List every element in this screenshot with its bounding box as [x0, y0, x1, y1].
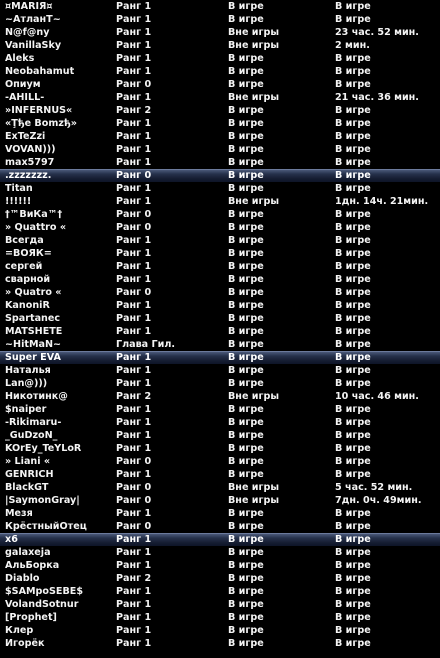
member-last-activity: 7дн. 0ч. 49мин. [335, 495, 422, 506]
member-name: » Quattro « [5, 222, 67, 233]
member-status: В игре [228, 339, 264, 350]
member-last-activity: В игре [335, 105, 371, 116]
member-last-activity: В игре [335, 144, 371, 155]
member-last-activity: В игре [335, 404, 371, 415]
member-status: В игре [228, 261, 264, 272]
member-rank: Ранг 1 [116, 235, 152, 246]
roster-row[interactable] [0, 338, 440, 351]
member-rank: Ранг 1 [116, 326, 152, 337]
member-name: Aleks [5, 53, 35, 64]
roster-row[interactable] [0, 455, 440, 468]
member-status: В игре [228, 300, 264, 311]
roster-row[interactable] [0, 377, 440, 390]
member-status: Вне игры [228, 27, 280, 38]
member-status: В игре [228, 274, 264, 285]
member-rank: Ранг 1 [116, 248, 152, 259]
member-status: В игре [228, 586, 264, 597]
member-status: В игре [228, 183, 264, 194]
member-last-activity: В игре [335, 612, 371, 623]
roster-row[interactable] [0, 507, 440, 520]
member-last-activity: В игре [335, 287, 371, 298]
member-last-activity: В игре [335, 456, 371, 467]
member-status: В игре [228, 469, 264, 480]
member-rank: Ранг 1 [116, 508, 152, 519]
member-rank: Ранг 1 [116, 144, 152, 155]
member-status: В игре [228, 53, 264, 64]
member-rank: Ранг 1 [116, 300, 152, 311]
member-rank: Ранг 1 [116, 443, 152, 454]
member-name: » Quatro « [5, 287, 62, 298]
member-last-activity: В игре [335, 131, 371, 142]
member-rank: Ранг 1 [116, 261, 152, 272]
member-status: В игре [228, 430, 264, 441]
member-last-activity: 1дн. 14ч. 21мин. [335, 196, 429, 207]
member-name: Titan [5, 183, 33, 194]
member-rank: Ранг 1 [116, 404, 152, 415]
member-rank: Ранг 1 [116, 196, 152, 207]
roster-row[interactable] [0, 429, 440, 442]
roster-row[interactable] [0, 364, 440, 377]
roster-row-selected[interactable] [0, 351, 440, 364]
roster-row[interactable] [0, 39, 440, 52]
member-name: VOVAN))) [5, 144, 56, 155]
member-last-activity: В игре [335, 183, 371, 194]
member-status: В игре [228, 638, 264, 649]
roster-row[interactable] [0, 468, 440, 481]
member-name: КрёстныйОтец [5, 521, 87, 532]
member-status: Вне игры [228, 92, 280, 103]
roster-row-selected[interactable] [0, 533, 440, 546]
roster-row[interactable] [0, 637, 440, 650]
member-rank: Ранг 0 [116, 456, 152, 467]
member-status: В игре [228, 560, 264, 571]
member-rank: Ранг 0 [116, 287, 152, 298]
member-status: В игре [228, 508, 264, 519]
member-rank: Ранг 1 [116, 313, 152, 324]
member-status: В игре [228, 79, 264, 90]
roster-row[interactable] [0, 104, 440, 117]
roster-row[interactable] [0, 143, 440, 156]
member-name: |SaymonGray| [5, 495, 80, 506]
member-name: $SAMpoSEBE$ [5, 586, 84, 597]
member-name: Lan@))) [5, 378, 48, 389]
roster-row[interactable] [0, 52, 440, 65]
member-rank: Ранг 1 [116, 92, 152, 103]
member-name: Super EVA [5, 352, 61, 363]
member-name: Diablo [5, 573, 40, 584]
roster-row[interactable] [0, 546, 440, 559]
member-rank: Ранг 1 [116, 612, 152, 623]
member-last-activity: В игре [335, 586, 371, 597]
member-name: Никотинк@ [5, 391, 68, 402]
member-name: VolandSotnur [5, 599, 79, 610]
member-status: В игре [228, 612, 264, 623]
member-status: Вне игры [228, 391, 280, 402]
member-last-activity: В игре [335, 313, 371, 324]
member-last-activity: В игре [335, 170, 371, 181]
member-last-activity: В игре [335, 508, 371, 519]
roster-row[interactable] [0, 234, 440, 247]
member-name: -Rikimaru- [5, 417, 62, 428]
member-name: ~HitMaN~ [5, 339, 62, 350]
member-last-activity: В игре [335, 573, 371, 584]
member-rank: Ранг 2 [116, 105, 152, 116]
member-name: ExTeZzi [5, 131, 46, 142]
member-last-activity: В игре [335, 534, 371, 545]
member-name: KOrEy_TeYLoR [5, 443, 82, 454]
member-last-activity: В игре [335, 300, 371, 311]
member-last-activity: В игре [335, 365, 371, 376]
member-last-activity: В игре [335, 222, 371, 233]
member-last-activity: В игре [335, 638, 371, 649]
member-last-activity: В игре [335, 339, 371, 350]
member-status: В игре [228, 352, 264, 363]
roster-row[interactable] [0, 624, 440, 637]
member-status: Вне игры [228, 40, 280, 51]
member-last-activity: В игре [335, 79, 371, 90]
roster-row[interactable] [0, 273, 440, 286]
member-rank: Ранг 1 [116, 183, 152, 194]
member-status: В игре [228, 456, 264, 467]
member-last-activity: В игре [335, 1, 371, 12]
member-status: В игре [228, 14, 264, 25]
roster-row[interactable] [0, 299, 440, 312]
roster-row[interactable] [0, 494, 440, 507]
member-name: Всегда [5, 235, 44, 246]
member-rank: Ранг 1 [116, 417, 152, 428]
member-name: .zzzzzzz. [5, 170, 52, 181]
member-name: АльБорка [5, 560, 60, 571]
member-rank: Ранг 1 [116, 131, 152, 142]
member-name: BlackGT [5, 482, 49, 493]
roster-row-selected[interactable] [0, 169, 440, 182]
member-name: » Liani « [5, 456, 51, 467]
member-name: »INFERNUS« [5, 105, 73, 116]
roster-row[interactable] [0, 65, 440, 78]
roster-row[interactable] [0, 78, 440, 91]
member-rank: Ранг 1 [116, 1, 152, 12]
roster-row[interactable] [0, 260, 440, 273]
member-last-activity: В игре [335, 326, 371, 337]
roster-row[interactable] [0, 520, 440, 533]
member-name: Мезя [5, 508, 33, 519]
roster-row[interactable] [0, 325, 440, 338]
member-name: ~АтланТ~ [5, 14, 61, 25]
member-rank: Ранг 1 [116, 352, 152, 363]
member-last-activity: В игре [335, 625, 371, 636]
member-rank: Ранг 1 [116, 274, 152, 285]
roster-row[interactable] [0, 585, 440, 598]
member-name: «Ţђe Bomzђ» [5, 118, 77, 129]
roster-row[interactable] [0, 312, 440, 325]
member-name: -AHILL- [5, 92, 45, 103]
roster-row[interactable] [0, 26, 440, 39]
member-last-activity: 23 час. 52 мин. [335, 27, 419, 38]
member-rank: Ранг 0 [116, 79, 152, 90]
member-status: Вне игры [228, 482, 280, 493]
member-last-activity: 5 час. 52 мин. [335, 482, 413, 493]
member-status: В игре [228, 66, 264, 77]
member-status: В игре [228, 144, 264, 155]
member-last-activity: В игре [335, 430, 371, 441]
member-status: В игре [228, 287, 264, 298]
member-name: _GuDzoN_ [5, 430, 58, 441]
member-rank: Глава Гил. [116, 339, 176, 350]
member-rank: Ранг 0 [116, 482, 152, 493]
member-status: В игре [228, 131, 264, 142]
roster-row[interactable] [0, 117, 440, 130]
roster-row[interactable] [0, 195, 440, 208]
member-last-activity: В игре [335, 248, 371, 259]
member-status: В игре [228, 417, 264, 428]
member-name: Наталья [5, 365, 51, 376]
member-rank: Ранг 1 [116, 469, 152, 480]
member-last-activity: 2 мин. [335, 40, 370, 51]
roster-row[interactable] [0, 156, 440, 169]
roster-row[interactable] [0, 286, 440, 299]
member-rank: Ранг 0 [116, 170, 152, 181]
member-last-activity: В игре [335, 599, 371, 610]
member-name: Игорёк [5, 638, 45, 649]
roster-row[interactable] [0, 611, 440, 624]
member-name: Клер [5, 625, 34, 636]
member-last-activity: В игре [335, 66, 371, 77]
member-name: galaxeja [5, 547, 51, 558]
member-status: В игре [228, 209, 264, 220]
member-status: В игре [228, 547, 264, 558]
member-rank: Ранг 0 [116, 521, 152, 532]
roster-row[interactable] [0, 0, 440, 13]
member-rank: Ранг 0 [116, 222, 152, 233]
roster-row[interactable] [0, 598, 440, 611]
member-name: Neobahamut [5, 66, 75, 77]
member-status: В игре [228, 222, 264, 233]
member-status: В игре [228, 157, 264, 168]
member-status: В игре [228, 378, 264, 389]
roster-row[interactable] [0, 182, 440, 195]
member-rank: Ранг 2 [116, 391, 152, 402]
member-rank: Ранг 1 [116, 40, 152, 51]
member-rank: Ранг 0 [116, 209, 152, 220]
roster-row[interactable] [0, 481, 440, 494]
member-status: В игре [228, 443, 264, 454]
roster-row[interactable] [0, 559, 440, 572]
member-last-activity: В игре [335, 53, 371, 64]
roster-row[interactable] [0, 442, 440, 455]
member-last-activity: В игре [335, 157, 371, 168]
member-status: В игре [228, 573, 264, 584]
member-name: $naiper [5, 404, 47, 415]
member-name: GENRICH [5, 469, 54, 480]
member-status: В игре [228, 534, 264, 545]
member-name: =ВОЯК= [5, 248, 52, 259]
member-rank: Ранг 0 [116, 495, 152, 506]
member-name: сварной [5, 274, 51, 285]
member-status: В игре [228, 313, 264, 324]
member-rank: Ранг 1 [116, 378, 152, 389]
member-name: VanillaSky [5, 40, 62, 51]
roster-row[interactable] [0, 208, 440, 221]
member-rank: Ранг 1 [116, 53, 152, 64]
member-last-activity: В игре [335, 443, 371, 454]
roster-row[interactable] [0, 390, 440, 403]
member-status: В игре [228, 625, 264, 636]
member-last-activity: В игре [335, 274, 371, 285]
member-status: В игре [228, 599, 264, 610]
roster-row[interactable] [0, 91, 440, 104]
member-last-activity: В игре [335, 209, 371, 220]
member-rank: Ранг 2 [116, 573, 152, 584]
member-rank: Ранг 1 [116, 157, 152, 168]
member-name: Spartanec [5, 313, 61, 324]
member-name: max5797 [5, 157, 55, 168]
member-name: !!!!!! [5, 196, 32, 207]
member-status: В игре [228, 248, 264, 259]
roster-row[interactable] [0, 221, 440, 234]
member-last-activity: 10 час. 46 мин. [335, 391, 419, 402]
member-last-activity: В игре [335, 378, 371, 389]
roster-row[interactable] [0, 130, 440, 143]
roster-row[interactable] [0, 416, 440, 429]
member-status: В игре [228, 118, 264, 129]
member-last-activity: В игре [335, 14, 371, 25]
member-name: x6 [5, 534, 18, 545]
member-last-activity: В игре [335, 261, 371, 272]
member-name: [Prophet] [5, 612, 57, 623]
member-rank: Ранг 1 [116, 547, 152, 558]
member-name: MATSHETE [5, 326, 63, 337]
member-name: N@f@ny [5, 27, 50, 38]
member-rank: Ранг 1 [116, 118, 152, 129]
member-last-activity: 21 час. 36 мин. [335, 92, 419, 103]
roster-row[interactable] [0, 13, 440, 26]
member-rank: Ранг 1 [116, 534, 152, 545]
member-status: В игре [228, 170, 264, 181]
member-rank: Ранг 1 [116, 586, 152, 597]
member-last-activity: В игре [335, 235, 371, 246]
member-name: †™ВиКа™† [5, 209, 63, 220]
member-status: В игре [228, 365, 264, 376]
member-name: сергей [5, 261, 43, 272]
roster-row[interactable] [0, 247, 440, 260]
member-rank: Ранг 1 [116, 599, 152, 610]
member-status: Вне игры [228, 196, 280, 207]
member-name: KanoniR [5, 300, 50, 311]
member-name: Опиум [5, 79, 41, 90]
member-rank: Ранг 1 [116, 430, 152, 441]
member-status: В игре [228, 326, 264, 337]
member-last-activity: В игре [335, 469, 371, 480]
member-status: В игре [228, 1, 264, 12]
member-rank: Ранг 1 [116, 560, 152, 571]
roster-row[interactable] [0, 403, 440, 416]
member-status: В игре [228, 404, 264, 415]
member-rank: Ранг 1 [116, 14, 152, 25]
roster-row[interactable] [0, 572, 440, 585]
member-last-activity: В игре [335, 521, 371, 532]
member-last-activity: В игре [335, 118, 371, 129]
member-rank: Ранг 1 [116, 625, 152, 636]
member-rank: Ранг 1 [116, 66, 152, 77]
member-status: В игре [228, 105, 264, 116]
member-last-activity: В игре [335, 352, 371, 363]
member-status: В игре [228, 235, 264, 246]
member-last-activity: В игре [335, 547, 371, 558]
member-status: В игре [228, 521, 264, 532]
member-last-activity: В игре [335, 560, 371, 571]
member-rank: Ранг 1 [116, 365, 152, 376]
member-name: ¤MARIЯ¤ [5, 1, 53, 12]
member-rank: Ранг 1 [116, 638, 152, 649]
member-status: Вне игры [228, 495, 280, 506]
member-last-activity: В игре [335, 417, 371, 428]
member-rank: Ранг 1 [116, 27, 152, 38]
